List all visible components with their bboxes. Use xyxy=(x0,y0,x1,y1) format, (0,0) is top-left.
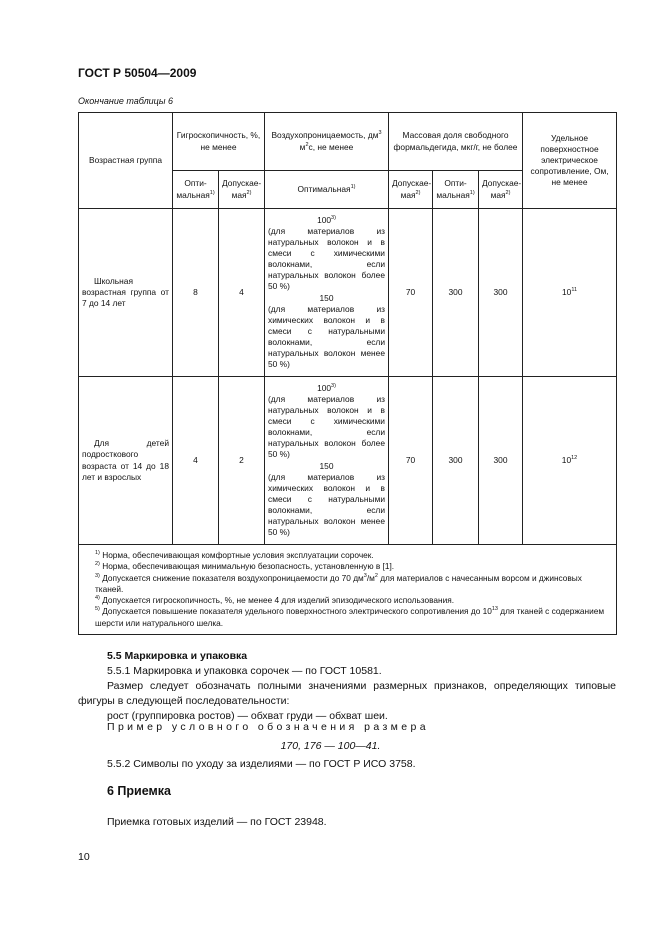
subheader-air-optimal: Оптимальная$^{1)}$ xyxy=(265,171,389,209)
table-6 xyxy=(78,112,617,635)
subheader-hyg-optimal: Опти- мальная$^{1)}$ xyxy=(173,171,219,209)
section-5-5-title: 5.5 Маркировка и упаковка xyxy=(107,650,248,662)
header-hygroscopicity: Гигроскопичность, %, не менее xyxy=(173,113,265,171)
cell-hyg-optimal: 8 xyxy=(173,209,219,377)
note-4: $^{4)}$ Допускается гигроскопичность, %, не менее 4 для изделий эпизодического использования. xyxy=(95,595,455,606)
table-caption: Окончание таблицы 6 xyxy=(78,96,173,106)
table-notes-row xyxy=(79,545,617,635)
cell-group: Школьная возрастная группа от 7 до 14 лет xyxy=(79,209,173,377)
header-air-permeability: Воздухопроницаемость, $дм^3$ $м^2с$, не менее xyxy=(265,113,389,171)
cell-air-optimal: 100$^{3)}$ (для материалов из натуральных волокон и в смеси с химическими волокнами, если натуральных волокон более 50 %) 150 (для материалов из химических волокон и в смеси с натуральными волокнами, если натуральных волокон менее 50 %) xyxy=(265,209,389,377)
page-number: 10 xyxy=(78,851,90,863)
note-1: $^{1)}$ Норма, обеспечивающая комфортные условия эксплуатации сорочек. xyxy=(95,550,374,560)
table-row xyxy=(79,209,617,377)
paragraph-size-order: рост (группировка ростов) — обхват груди — обхват шеи. xyxy=(107,710,388,722)
cell-group: Для детей подросткового возраста от 14 до 18 лет и взрослых xyxy=(79,377,173,545)
subheader-form-optimal: Опти- мальная$^{1)}$ xyxy=(433,171,479,209)
subheader-air-allowed: Допускае- мая$^{2)}$ xyxy=(389,171,433,209)
cell-form-optimal: 300 xyxy=(433,209,479,377)
cell-hyg-optimal: 4 xyxy=(173,377,219,545)
cell-resistivity: $10^{12}$ xyxy=(523,377,617,545)
document-header: ГОСТ Р 50504—2009 xyxy=(78,66,197,80)
section-6-title: 6 Приемка xyxy=(107,784,171,798)
paragraph-5-5-1: 5.5.1 Маркировка и упаковка сорочек — по ГОСТ 10581. xyxy=(107,665,382,677)
cell-hyg-allowed: 4 xyxy=(219,209,265,377)
cell-resistivity: $10^{11}$ xyxy=(523,209,617,377)
table-row xyxy=(79,377,617,545)
paragraph-size-designation: Размер следует обозначать полными значениями размерных признаков, определяющих типовые фигуры в следующей последовательности: xyxy=(78,680,616,708)
note-5: $^{5)}$ Допускается повышение показателя удельного поверхностного электрического сопротивления до $10^{13}$ для тканей с содержанием шерсти или натурального шелка. xyxy=(95,606,605,628)
paragraph-6: Приемка готовых изделий — по ГОСТ 23948. xyxy=(107,816,327,828)
example-value: 170, 176 — 100—41. xyxy=(280,740,381,752)
example-label: Пример условного обозначения размера xyxy=(107,721,429,733)
cell-form-allowed: 300 xyxy=(479,377,523,545)
header-age-group: Возрастная группа xyxy=(79,113,173,209)
cell-air-allowed: 70 xyxy=(389,209,433,377)
note-3: $^{3)}$ Допускается снижение показателя воздухопроницаемости до 70 $дм^3/м^2$ для материалов с начесанным ворсом и джинсовых тканей. xyxy=(95,572,582,594)
cell-air-allowed: 70 xyxy=(389,377,433,545)
subheader-form-allowed: Допускае- мая$^{2)}$ xyxy=(479,171,523,209)
subheader-hyg-allowed: Допускае- мая$^{2)}$ xyxy=(219,171,265,209)
cell-hyg-allowed: 2 xyxy=(219,377,265,545)
cell-form-allowed: 300 xyxy=(479,209,523,377)
header-formaldehyde: Массовая доля свободного формальдегида, мкг/г, не более xyxy=(389,113,523,171)
cell-air-optimal: 100$^{3)}$ (для материалов из натуральных волокон и в смеси с химическими волокнами, если натуральных волокон более 50 %) 150 (для материалов из химических волокон и в смеси с натуральными волокнами, если натуральных волокон менее 50 %) xyxy=(265,377,389,545)
paragraph-5-5-2: 5.5.2 Символы по уходу за изделиями — по ГОСТ Р ИСО 3758. xyxy=(107,758,416,770)
table-notes xyxy=(79,545,617,635)
header-resistivity: Удельное поверхностное электрическое сопротивление, Ом, не менее xyxy=(523,113,617,209)
cell-form-optimal: 300 xyxy=(433,377,479,545)
note-2: $^{2)}$ Норма, обеспечивающая минимальную безопасность, установленную в [1]. xyxy=(95,561,395,572)
